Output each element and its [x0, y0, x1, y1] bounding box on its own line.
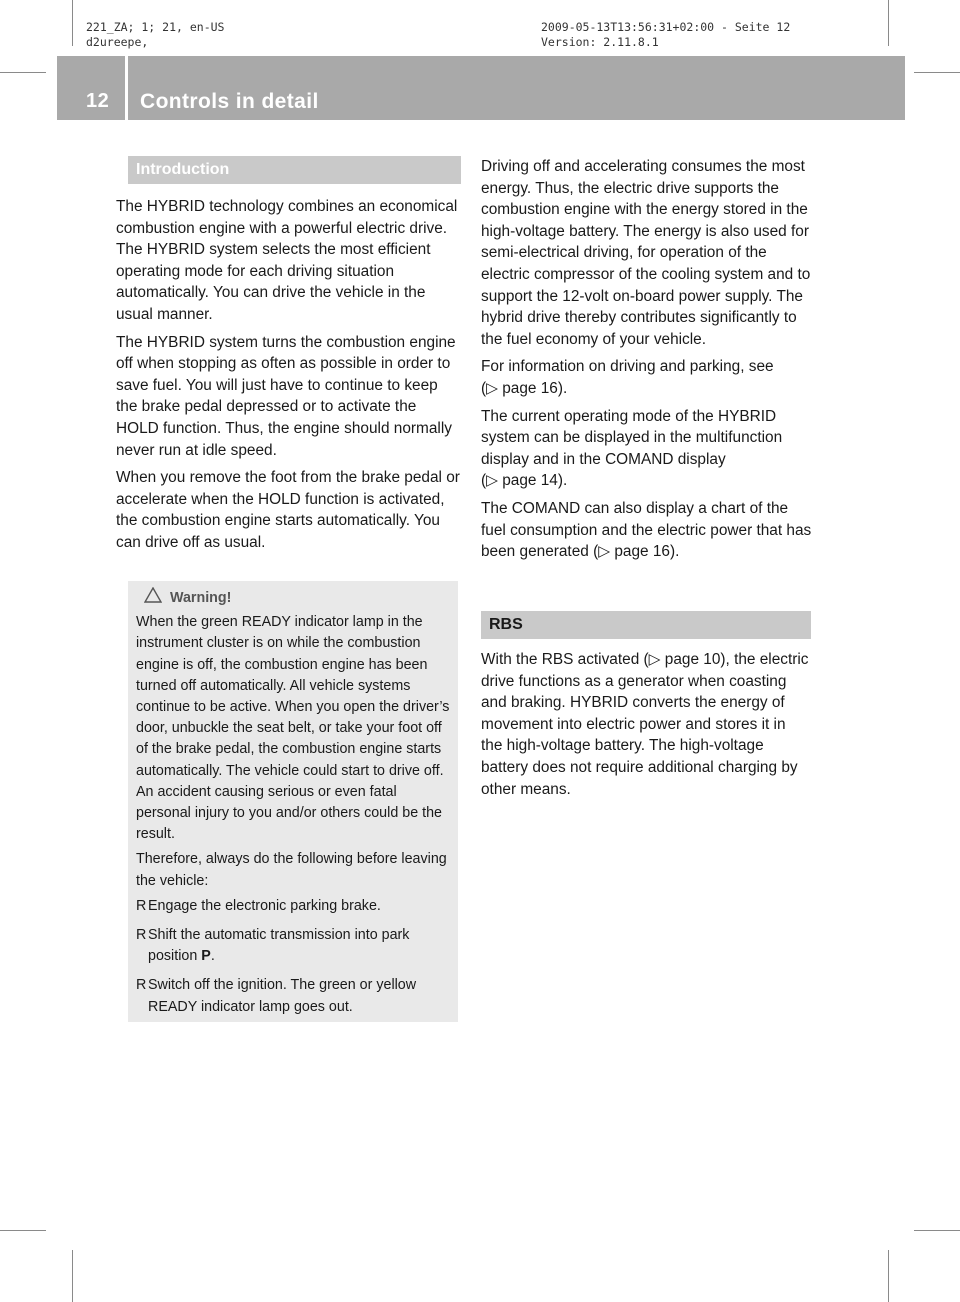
paragraph: [481, 406, 813, 492]
meta-line: d2ureepe,: [86, 35, 149, 49]
crop-mark: [914, 72, 960, 73]
paragraph-text: The current operating mode of the HYBRID system can be displayed in the multifunction display and in the COMAND display: [481, 407, 783, 468]
paragraph-text: For information on driving and parking, see: [481, 358, 774, 376]
paragraph: With the RBS activated (▷ page 10), the electric drive functions as a generator when coasting and braking. HYBRID converts the energy of movement into electric power and stores it in the high-voltage battery. The high-voltage battery does not require additional charging by other means.: [481, 651, 809, 798]
cross-reference: (▷ page 16).: [481, 379, 568, 397]
gear-position: P: [201, 948, 211, 965]
crop-mark: [888, 0, 889, 46]
paragraph: The COMAND can also display a chart of the fuel consumption and the electric power that has been generated (▷ page 16).: [481, 499, 812, 561]
list-item-text: Switch off the ignition. The green or yellow READY indicator lamp goes out.: [148, 977, 417, 1015]
list-item: [136, 975, 452, 1017]
warning-paragraph: When the green READY indicator lamp in the instrument cluster is on while the combustion engine is off, the combustion engine has been turned off automatically. All vehicle systems continue to be active. When you open the driver’s door, unbuckle the seat belt, or take your foot off of the brake pedal, the combustion engine starts automatically. The vehicle could start to drive off. An accident causing serious or even fatal personal injury to you and/or others could be the result.: [136, 614, 450, 843]
paragraph: The HYBRID technology combines an economical combustion engine with a powerful electric drive. The HYBRID system selects the most efficient operating mode for each driving situation automatically. You can drive the vehicle in the usual manner.: [116, 198, 458, 323]
print-meta-left: [86, 20, 224, 50]
list-item-text: Engage the electronic parking brake.: [148, 897, 381, 914]
bullet: R: [136, 977, 147, 994]
meta-line: Version: 2.11.8.1: [541, 35, 659, 49]
crop-mark: [0, 72, 46, 73]
print-meta-right: [541, 20, 790, 50]
page-number: 12: [86, 90, 110, 112]
meta-line: 221_ZA; 1; 21, en-US: [86, 20, 225, 34]
warning-title: Warning!: [170, 590, 232, 606]
section-heading-introduction: Introduction: [128, 156, 461, 184]
paragraph: The HYBRID system turns the combustion engine off when stopping as often as possible in order to save fuel. You will just have to continue to keep the brake pedal depressed or to activate the HOLD function. Thus, the engine should normally never run at idle speed.: [116, 333, 456, 459]
list-item-end: .: [210, 948, 215, 965]
warning-paragraph: Therefore, always do the following before leaving the vehicle:: [136, 851, 447, 889]
header-separator: [125, 56, 128, 120]
page-title: Controls in detail: [140, 90, 319, 113]
crop-mark: [914, 1230, 960, 1231]
section-heading-rbs: RBS: [481, 611, 811, 639]
warning-triangle-icon: [144, 587, 162, 610]
list-item: [136, 896, 452, 917]
crop-mark: [888, 1250, 889, 1302]
crop-mark: [72, 0, 73, 46]
right-column: [481, 156, 813, 569]
paragraph: Driving off and accelerating consumes the most energy. Thus, the electric drive supports the combustion engine with the energy stored in the high-voltage battery. The energy is also used for semi-electrical driving, for operation of the electric compressor of the cooling system and to support the 12-volt on-board power supply. The hybrid drive thereby contributes significantly to the fuel economy of your vehicle.: [481, 158, 811, 348]
list-item: [136, 925, 452, 967]
cross-reference: (▷ page 14).: [481, 472, 568, 490]
warning-list: [136, 896, 452, 1018]
list-item-text: Shift the automatic transmission into park position: [148, 927, 410, 965]
crop-mark: [72, 1250, 73, 1302]
left-column: [116, 156, 461, 560]
meta-line: 2009-05-13T13:56:31+02:00 - Seite 12: [541, 20, 791, 34]
warning-title-row: [144, 587, 452, 610]
bullet: R: [136, 897, 147, 914]
paragraph: [481, 356, 813, 399]
bullet: R: [136, 927, 147, 944]
paragraph: When you remove the foot from the brake pedal or accelerate when the HOLD function is activated, the combustion engine starts automatically. You can drive off as usual.: [116, 469, 460, 551]
crop-mark: [0, 1230, 46, 1231]
warning-box: [128, 581, 458, 1022]
rbs-section: [481, 611, 811, 806]
